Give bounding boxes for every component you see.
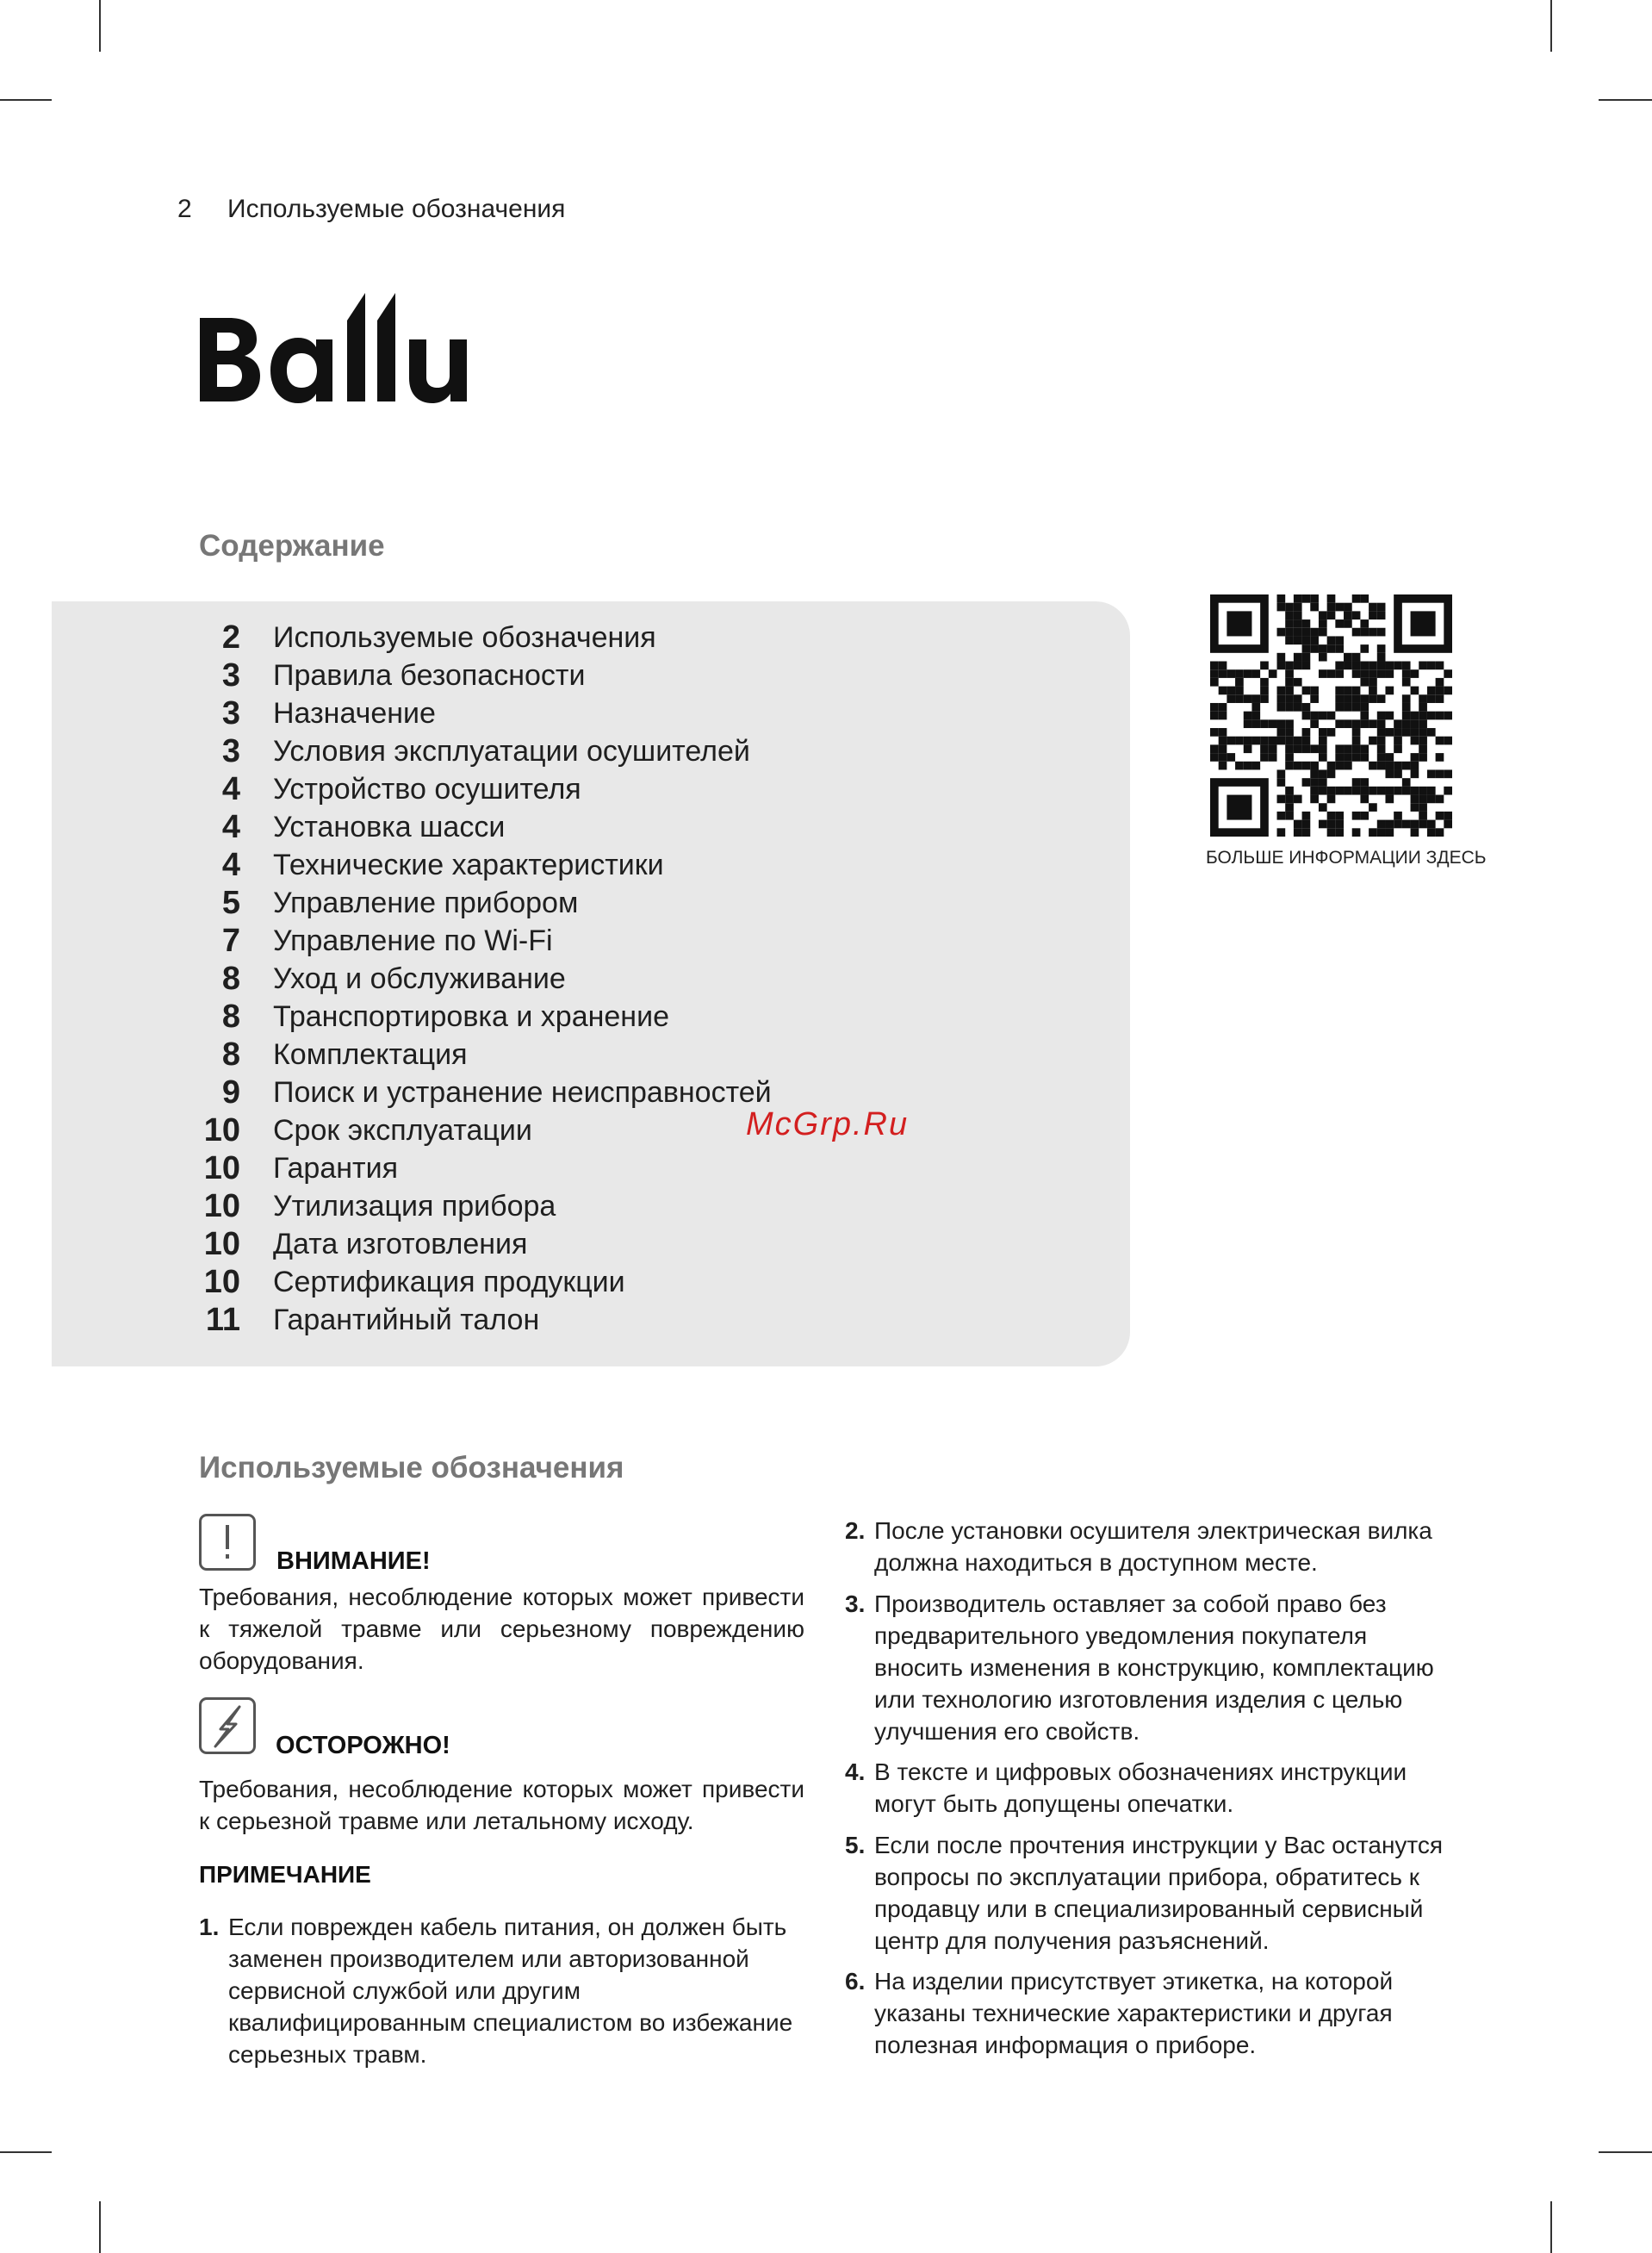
crop-mark [1550,0,1552,52]
running-header [177,195,565,224]
lightning-icon [199,1697,256,1754]
toc-item-title: Устройство осушителя [273,773,581,806]
toc-page-number: 2 [221,619,240,656]
crop-mark [0,99,52,101]
toc-page-number: 4 [221,771,240,807]
toc-item-title: Правила безопасности [273,659,586,692]
ballu-logo [196,291,481,407]
note-item [845,1829,1453,1962]
caution-label: ОСТОРОЖНО! [276,1732,450,1759]
toc-item-title: Условия эксплуатации осушителей [273,735,750,768]
note-number: 4. [845,1758,866,1785]
crop-mark [1599,99,1652,101]
toc-page-number: 8 [221,999,240,1035]
toc-page-number: 3 [221,657,240,694]
crop-mark [1599,2151,1652,2153]
toc-item-title: Уход и обслуживание [273,962,566,995]
crop-mark [0,2151,52,2153]
toc-item-title: Управление по Wi-Fi [273,924,553,957]
toc-item-title: Утилизация прибора [273,1190,556,1223]
toc-title: Содержание [199,529,385,563]
note-text: Если поврежден кабель питания, он должен быть заменен производителем или авторизованной сервисной службой или другим квалифицированным специалистом во избежание серьезных травм. [228,1914,793,2068]
toc-page-number: 11 [205,1302,240,1338]
toc-item-title: Используемые обозначения [273,621,656,654]
toc-page-number: 8 [221,1036,240,1073]
toc-item-title: Сертификация продукции [273,1266,625,1298]
crop-mark [1550,2201,1552,2253]
toc-page-number: 10 [203,1264,240,1300]
toc-page-number: 10 [203,1150,240,1186]
note-label: ПРИМЕЧАНИЕ [199,1861,371,1888]
crop-mark [99,0,101,52]
note-number: 3. [845,1590,866,1617]
toc-page-number: 3 [221,733,240,769]
qr-code[interactable] [1210,594,1452,837]
toc-page-number: 4 [221,847,240,883]
toc-page-number: 4 [221,809,240,845]
note-text: На изделии присутствует этикетка, на которой указаны технические характеристики и другая полезная информация о приборе. [874,1968,1394,2058]
toc-page-number: 8 [221,961,240,997]
toc-page-number: 3 [221,695,240,731]
toc-item-title: Управление прибором [273,887,579,919]
note-number: 5. [845,1832,866,1858]
section-title: Используемые обозначения [199,1451,624,1484]
warning-label: ВНИМАНИЕ! [276,1547,431,1575]
note-item [199,1911,804,2075]
qr-caption: БОЛЬШЕ ИНФОРМАЦИИ ЗДЕСЬ [1206,848,1487,868]
note-text: Если после прочтения инструкции у Вас останутся вопросы по эксплуатации прибора, обратитесь к продавцу или в специализированный сервисный центр для получения разъяснений. [874,1832,1444,1954]
toc-page-number: 10 [203,1112,240,1148]
toc-page-number: 10 [203,1226,240,1262]
warning-text: Требования, несоблюдение которых может привести к тяжелой травме или серьезному повреждению оборудования. [199,1584,804,1674]
note-number: 1. [199,1914,220,1940]
note-item [845,1756,1453,1825]
note-text: Производитель оставляет за собой право без предварительного уведомления покупателя вносить изменения в конструкцию, комплектацию или технологию изготовления изделия с целью улучшения его свойств. [874,1590,1434,1745]
toc-item-title: Назначение [273,697,436,730]
note-text: В тексте и цифровых обозначениях инструкции могут быть допущены опечатки. [874,1758,1407,1817]
crop-mark [99,2201,101,2253]
toc-page-number: 5 [221,885,240,921]
toc-item-title: Гарантийный талон [273,1304,540,1336]
note-item [845,1515,1453,1584]
toc-item-title: Дата изготовления [273,1228,528,1260]
toc-item-title: Установка шасси [273,811,506,843]
note-item [845,1965,1453,2069]
note-number: 2. [845,1517,866,1544]
watermark: McGrp.Ru [746,1106,910,1142]
toc-item-title: Комплектация [273,1038,468,1071]
toc-page-number: 9 [221,1074,240,1111]
toc-item-title: Технические характеристики [273,849,664,881]
toc-item-title: Срок эксплуатации [273,1114,532,1147]
caution-text: Требования, несоблюдение которых может привести к серьезной травме или летальному исходу. [199,1776,804,1834]
note-text: После установки осушителя электрическая вилка должна находиться в доступном месте. [874,1517,1432,1576]
exclamation-icon [199,1514,256,1571]
toc-item-title: Гарантия [273,1152,398,1185]
note-item [845,1588,1453,1752]
toc-page-number: 10 [203,1188,240,1224]
page-number: 2 [177,195,192,223]
note-number: 6. [845,1968,866,1995]
toc-page-number: 7 [221,923,240,959]
toc-item-title: Поиск и устранение неисправностей [273,1076,772,1109]
toc-item-title: Транспортировка и хранение [273,1000,669,1033]
running-section-title: Используемые обозначения [227,195,566,223]
